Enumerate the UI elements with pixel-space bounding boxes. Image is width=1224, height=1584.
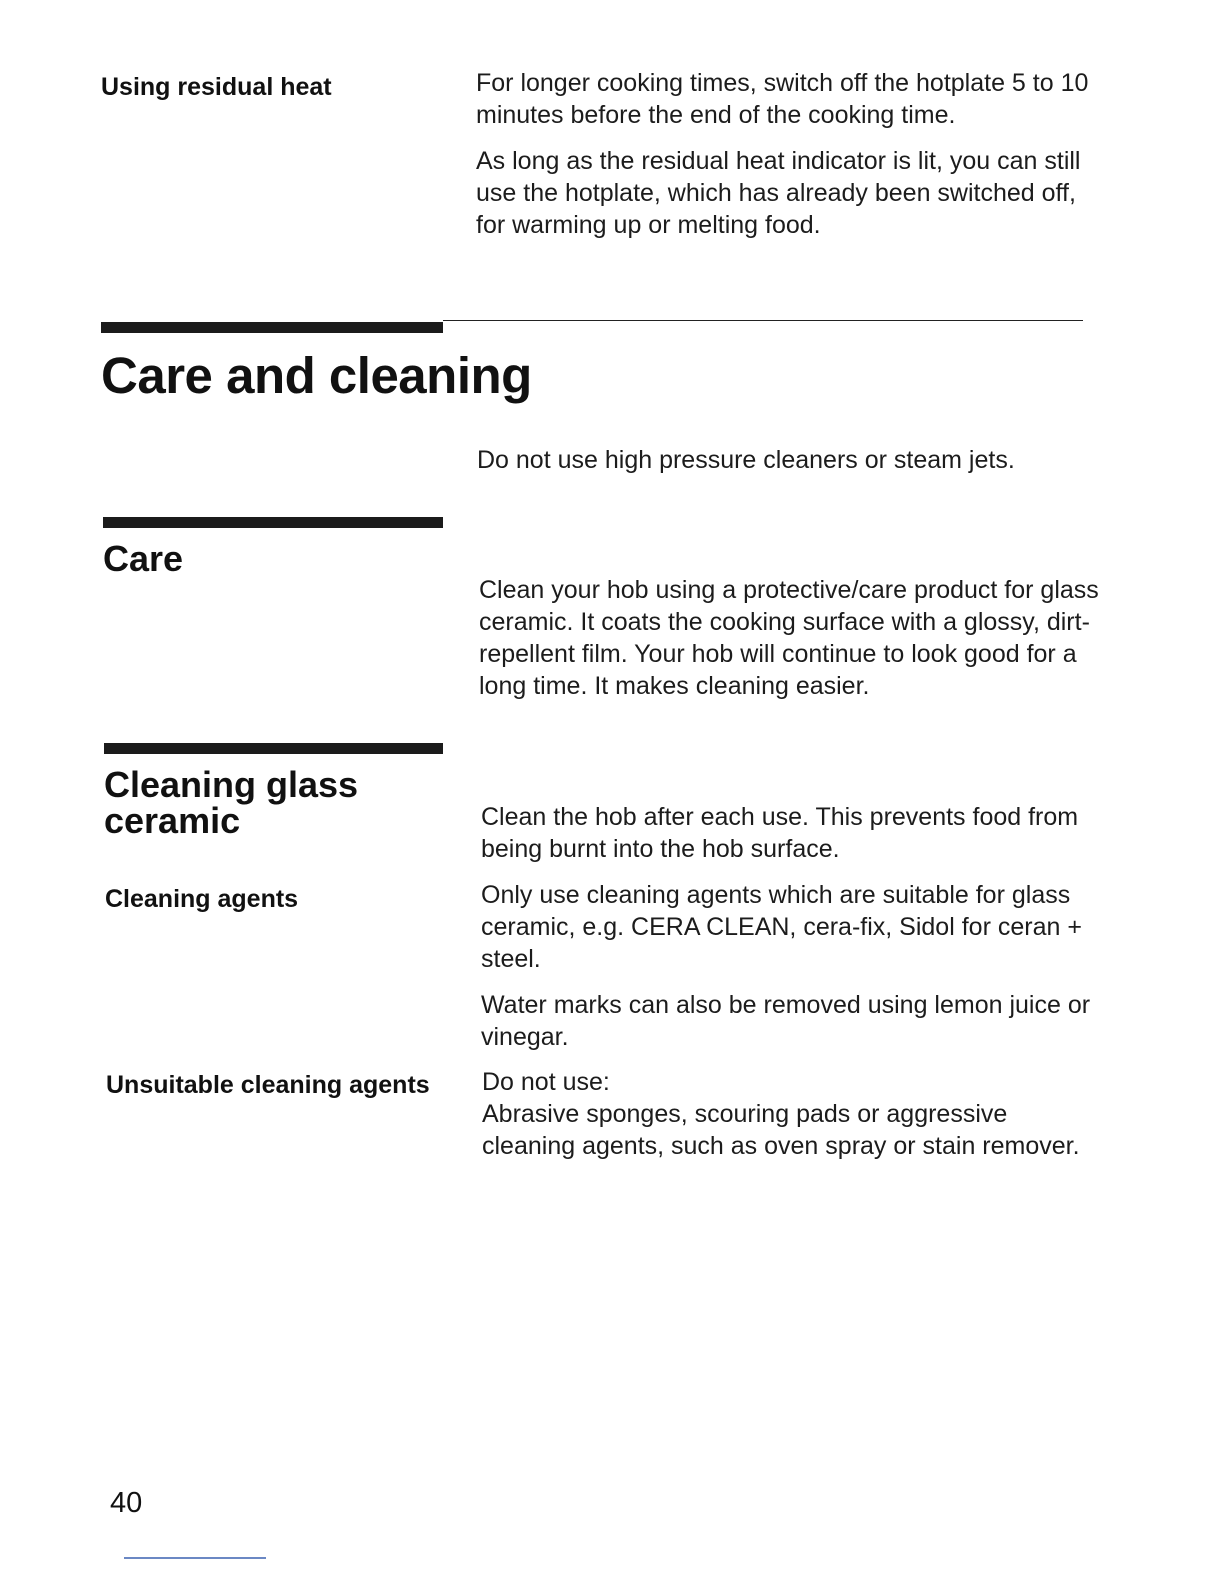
unsuitable-agents-line-1: Do not use: bbox=[482, 1068, 610, 1096]
unsuitable-agents-label: Unsuitable cleaning agents bbox=[106, 1071, 430, 1099]
residual-heat-paragraph-2: As long as the residual heat indicator is lit, you can still use the hotplate, which has already been switched off, for warming up or melting food. bbox=[476, 147, 1081, 239]
care-and-cleaning-intro: Do not use high pressure cleaners or steam jets. bbox=[477, 446, 1015, 474]
cleaning-section-bar bbox=[104, 743, 443, 754]
residual-heat-text bbox=[476, 67, 1096, 241]
cleaning-agents-paragraph-2: Water marks can also be removed using lemon juice or vinegar. bbox=[481, 991, 1091, 1051]
unsuitable-agents-text bbox=[482, 1066, 1102, 1162]
care-text: Clean your hob using a protective/care product for glass ceramic. It coats the cooking surface with a glossy, dirt-repellent film. Your hob will continue to look good for a long time. It makes cleaning easier. bbox=[479, 576, 1099, 700]
unsuitable-agents-line-2: Abrasive sponges, scouring pads or aggressive cleaning agents, such as oven spray or stain remover. bbox=[482, 1100, 1080, 1160]
care-heading: Care bbox=[103, 538, 184, 579]
cleaning-heading-line-1: Cleaning glass bbox=[104, 764, 359, 805]
cleaning-heading-line-2: ceramic bbox=[104, 800, 241, 841]
section-rule bbox=[443, 320, 1083, 321]
section-bar bbox=[101, 322, 443, 333]
care-section-bar bbox=[103, 517, 443, 528]
residual-heat-label: Using residual heat bbox=[101, 73, 332, 101]
bottom-edge-line bbox=[124, 1557, 266, 1559]
cleaning-agents-text bbox=[481, 879, 1101, 1053]
cleaning-agents-label: Cleaning agents bbox=[105, 885, 299, 913]
page-number: 40 bbox=[110, 1487, 143, 1519]
cleaning-glass-ceramic-heading bbox=[104, 764, 359, 841]
residual-heat-paragraph-1: For longer cooking times, switch off the hotplate 5 to 10 minutes before the end of the cooking time. bbox=[476, 69, 1089, 129]
cleaning-agents-paragraph-1: Only use cleaning agents which are suitable for glass ceramic, e.g. CERA CLEAN, cera-fix, Sidol for ceran + steel. bbox=[481, 881, 1082, 973]
cleaning-intro: Clean the hob after each use. This prevents food from being burnt into the hob surface. bbox=[481, 803, 1079, 863]
page-title: Care and cleaning bbox=[101, 347, 532, 404]
